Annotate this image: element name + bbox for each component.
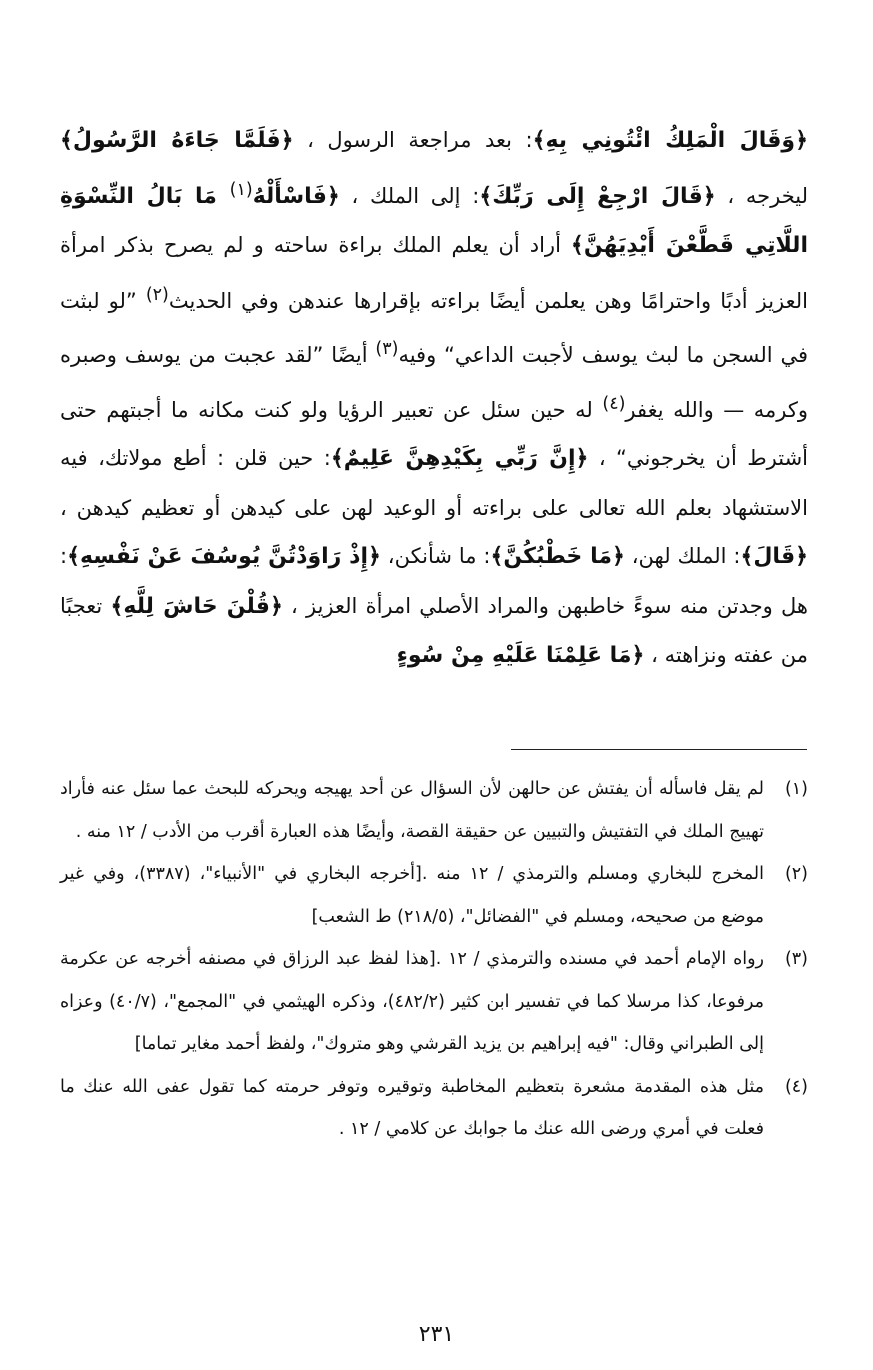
- commentary-text: : بعد مراجعة الرسول ،: [293, 128, 533, 152]
- footnote-text: رواه الإمام أحمد في مسنده والترمذي / ١٢ .[هذا لفظ عبد الرزاق في مصنفه أخرجه عن عكرمة مرفوعا، كذا مرسلا كما في تفسير ابن كثير (٤٨٢/٢)، وذكره الهيثمي في "المجمع"، (٤٠/٧) وعزاه إلى الطبراني وقال: "فيه إبراهيم بن يزيد القرشي وهو متروك"، ولفظ أحمد مغاير تماما]: [60, 949, 765, 1054]
- footnote-number: (٣): [784, 949, 808, 969]
- footnote-item: [60, 1066, 808, 1151]
- page-number: ٢٣١: [418, 1322, 455, 1347]
- commentary-text: تعجبًا من عفته ونزاهته ،: [60, 593, 808, 667]
- footnote-ref-1: (١): [229, 179, 253, 200]
- footnote-number: (٤): [784, 1076, 808, 1097]
- footnote-ref-3: (٣): [375, 339, 399, 359]
- quran-quote: ﴿وَقَالَ الْمَلِكُ ائْتُونِي بِهِ﴾: [532, 128, 808, 153]
- quran-quote: مَا بَالُ النِّسْوَةِ اللَّاتِي قَطَّعْنَ أَيْدِيَهُنَّ﴾: [60, 183, 808, 258]
- quran-quote: ﴿إِذْ رَاوَدْتُنَّ يُوسُفَ عَنْ نَفْسِهِ﴾: [67, 544, 381, 569]
- commentary-text: ليخرجه ،: [715, 183, 809, 208]
- footnote-number: (٢): [784, 864, 808, 884]
- footnote-item: [60, 853, 808, 938]
- footnote-item: [60, 938, 808, 1066]
- footnote-number: (١): [784, 779, 808, 799]
- quran-quote: ﴿مَا عَلِمْنَا عَلَيْهِ مِنْ سُوءٍ: [396, 643, 645, 668]
- commentary-text: له حين سئل عن تعبير الرؤيا ولو كنت مكانه ما أجبتهم حتى أشترط أن يخرجوني“ ،: [60, 397, 809, 470]
- quran-quote: ﴿مَا خَطْبُكُنَّ﴾: [490, 544, 625, 569]
- commentary-text: : الملك لهن،: [624, 544, 741, 568]
- commentary-text: : ما شأنكن،: [380, 544, 491, 568]
- footnote-text: لم يقل فاسأله أن يفتش عن حالهن لأن السؤال عن أحد يهيجه ويحركه للبحث عما سئل عنه فأراد تهييج الملك في التفتيش والتبيين عن حقيقة القصة، وأيضًا هذه العبارة أقرب من الأدب / ١٢ منه .: [60, 779, 764, 842]
- footnote-ref-4: (٤): [602, 393, 626, 414]
- quran-quote: ﴿قَالَ﴾: [740, 544, 808, 569]
- footnote-separator: [511, 749, 807, 750]
- quran-quote: ﴿قَالَ ارْجِعْ إِلَى رَبِّكَ﴾: [479, 183, 716, 209]
- commentary-text: ”لو لبثت في السجن ما لبث يوسف لأجبت الداعي“ وفيه: [60, 288, 808, 367]
- quran-quote: ﴿فَلَمَّا جَاءَهُ الرَّسُولُ﴾: [60, 128, 294, 153]
- commentary-text: أراد أن يعلم الملك براءة ساحته و لم يصرح بذكر امرأة العزيز أدبًا واحترامًا وهن يعلمن أيضًا براءته بإقرارها عندهن وفي الحديث: [60, 233, 808, 313]
- commentary-text: : حين قلن : أطع مولاتك، فيه الاستشهاد بعلم الله تعالى على براءته أو الوعيد لهن على كيدهن أو تعظيم كيدهن ،: [60, 446, 808, 520]
- footnote-ref-2: (٢): [145, 284, 169, 305]
- footnote-item: [60, 768, 808, 853]
- quran-quote: ﴿فَاسْأَلْهُ: [252, 183, 340, 209]
- footnote-text: مثل هذه المقدمة مشعرة بتعظيم المخاطبة وتوقيره وتوفر حرمته كما تقول عفى الله عنك ما فعلت في أمري ورضى الله عنك ما جوابك عن كلامي / ١٢ .: [60, 1076, 764, 1139]
- main-paragraph: [60, 116, 808, 681]
- commentary-text: : هل وجدتن منه سوءً خاطبهن والمراد الأصلي امرأة العزيز ،: [60, 544, 808, 618]
- footnotes-block: [60, 768, 808, 1151]
- quran-quote: ﴿قُلْنَ حَاشَ لِلَّهِ﴾: [110, 593, 283, 619]
- quran-quote: ﴿إِنَّ رَبِّي بِكَيْدِهِنَّ عَلِيمٌ﴾: [330, 446, 589, 471]
- main-text-block: [60, 116, 808, 681]
- commentary-text: : إلى الملك ،: [339, 183, 480, 208]
- commentary-text: أيضًا ”لقد عجبت من يوسف وصبره وكرمه — والله يغفر: [60, 343, 808, 422]
- footnote-text: المخرج للبخاري ومسلم والترمذي / ١٢ منه .[أخرجه البخاري في "الأنبياء"، (٣٣٨٧)، وفي غير موضع من صحيحه، ومسلم في "الفضائل"، (٢١٨/٥) ط الشعب]: [60, 864, 765, 927]
